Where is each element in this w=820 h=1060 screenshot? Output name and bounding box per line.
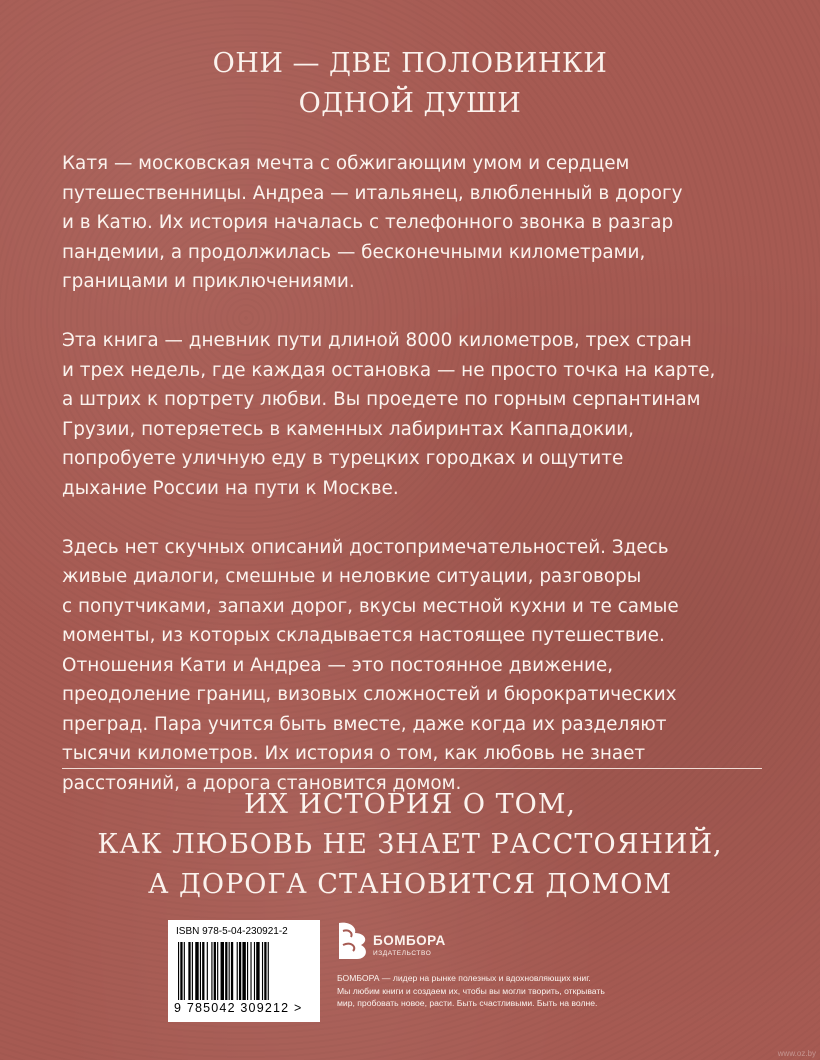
cover-title — [0, 44, 820, 124]
barcode-bar — [268, 942, 269, 1000]
paragraph-line: дыхание России на пути к Москве. — [62, 477, 399, 499]
quote-line-2: КАК ЛЮБОВЬ НЕ ЗНАЕТ РАССТОЯНИЙ, — [97, 829, 723, 860]
paragraph-line: преодоление границ, визовых сложностей и бюрократических — [62, 684, 677, 705]
paragraph-line: с попутчиками, запахи дорог, вкусы местной кухни и те самые — [62, 595, 679, 617]
paragraph-line: и в Катю. Их история началась с телефонного звонка в разгар — [62, 212, 674, 233]
barcode-bar — [250, 942, 251, 1000]
barcode-bar — [247, 942, 248, 1000]
publisher-line: мир, пробовать новое, расти. Быть счастливыми. Быть на волне. — [337, 998, 598, 1008]
watermark: www.oz.by — [777, 1049, 816, 1058]
barcode-bar — [242, 942, 245, 1000]
paragraph-2 — [62, 326, 762, 503]
barcode-bar — [192, 942, 193, 1000]
barcode-bar — [184, 942, 185, 1000]
barcode-bar — [195, 942, 198, 1000]
barcode-bar — [207, 942, 208, 1000]
barcode-bar — [239, 942, 241, 1000]
isbn-barcode — [168, 920, 320, 1022]
paragraph-3 — [62, 533, 762, 799]
pull-quote — [0, 785, 820, 905]
divider-line — [62, 768, 762, 769]
isbn-label: ISBN 978-5-04-230921-2 — [176, 926, 288, 937]
paragraph-line: Эта книга — дневник пути длиной 8000 километров, трех стран — [62, 330, 692, 351]
barcode-bar — [214, 942, 216, 1000]
barcode-bars — [176, 942, 312, 1000]
barcode-bar — [202, 942, 204, 1000]
paragraph-line: попробуете уличную еду в турецких городках и ощутите — [62, 448, 624, 469]
barcode-bar — [264, 942, 266, 1000]
barcode-bar — [225, 942, 227, 1000]
publisher-wave-icon — [335, 919, 371, 967]
description-text — [62, 149, 762, 828]
barcode-bar — [237, 942, 238, 1000]
barcode-bar — [254, 942, 255, 1000]
paragraph-line: расстояний, а дорога становится домом. — [62, 772, 462, 794]
paragraph-line: пандемии, а продолжилась — бесконечными километрами, — [62, 241, 646, 263]
paragraph-line: а штрих к портрету любви. Вы проедете по горным серпантинам — [62, 389, 701, 410]
paragraph-line: живые диалоги, смешные и неловкие ситуации, разговоры — [62, 566, 642, 587]
title-line-2: ОДНОЙ ДУШИ — [298, 88, 522, 119]
publisher-line: Мы любим книги и создаем их, чтобы вы могли творить, открывать — [337, 985, 605, 996]
quote-line-1: ИХ ИСТОРИЯ О ТОМ, — [244, 789, 576, 820]
barcode-bar — [211, 942, 212, 1000]
barcode-bar — [180, 942, 182, 1000]
barcode-bar — [256, 942, 259, 1000]
paragraph-line: Здесь нет скучных описаний достопримечательностей. Здесь — [62, 536, 669, 558]
paragraph-line: границами и приключениями. — [62, 271, 355, 292]
barcode-bar — [188, 942, 190, 1000]
publisher-line: БОМБОРА — лидер на рынке полезных и вдохновляющих книг. — [337, 973, 591, 983]
barcode-digits: 9 785042 309212 > — [174, 1001, 303, 1015]
paragraph-line: путешественницы. Андреа — итальянец, влюбленный в дорогу — [62, 182, 683, 204]
paragraph-line: тысячи километров. Их история о том, как любовь не знает — [62, 743, 646, 764]
publisher-subtitle: ИЗДАТЕЛЬСТВО — [373, 950, 432, 957]
paragraph-line: преград. Пара учится быть вместе, даже когда их разделяют — [62, 713, 667, 735]
paragraph-line: и трех недель, где каждая остановка — не просто точка на карте, — [62, 359, 716, 381]
barcode-bar — [200, 942, 201, 1000]
publisher-name: БОМБОРА — [373, 933, 446, 948]
barcode-bar — [229, 942, 230, 1000]
barcode-bar — [178, 942, 179, 1000]
paragraph-line: Катя — московская мечта с обжигающим умом и сердцем — [62, 153, 630, 174]
title-line-1: ОНИ — ДВЕ ПОЛОВИНКИ — [212, 48, 608, 79]
paragraph-1 — [62, 149, 762, 297]
barcode-bar — [262, 942, 263, 1000]
paragraph-line: Отношения Кати и Андреа — это постоянное движение, — [62, 654, 614, 676]
barcode-bar — [221, 942, 224, 1000]
quote-line-3: А ДОРОГА СТАНОВИТСЯ ДОМОМ — [147, 869, 673, 900]
paragraph-line: Грузии, потеряетесь в каменных лабиринтах Каппадокии, — [62, 418, 635, 440]
publisher-logo — [335, 919, 485, 967]
publisher-description — [337, 972, 667, 1010]
paragraph-line: моменты, из которых складывается настоящее путешествие. — [62, 625, 665, 646]
barcode-bar — [217, 942, 218, 1000]
barcode-bar — [231, 942, 233, 1000]
